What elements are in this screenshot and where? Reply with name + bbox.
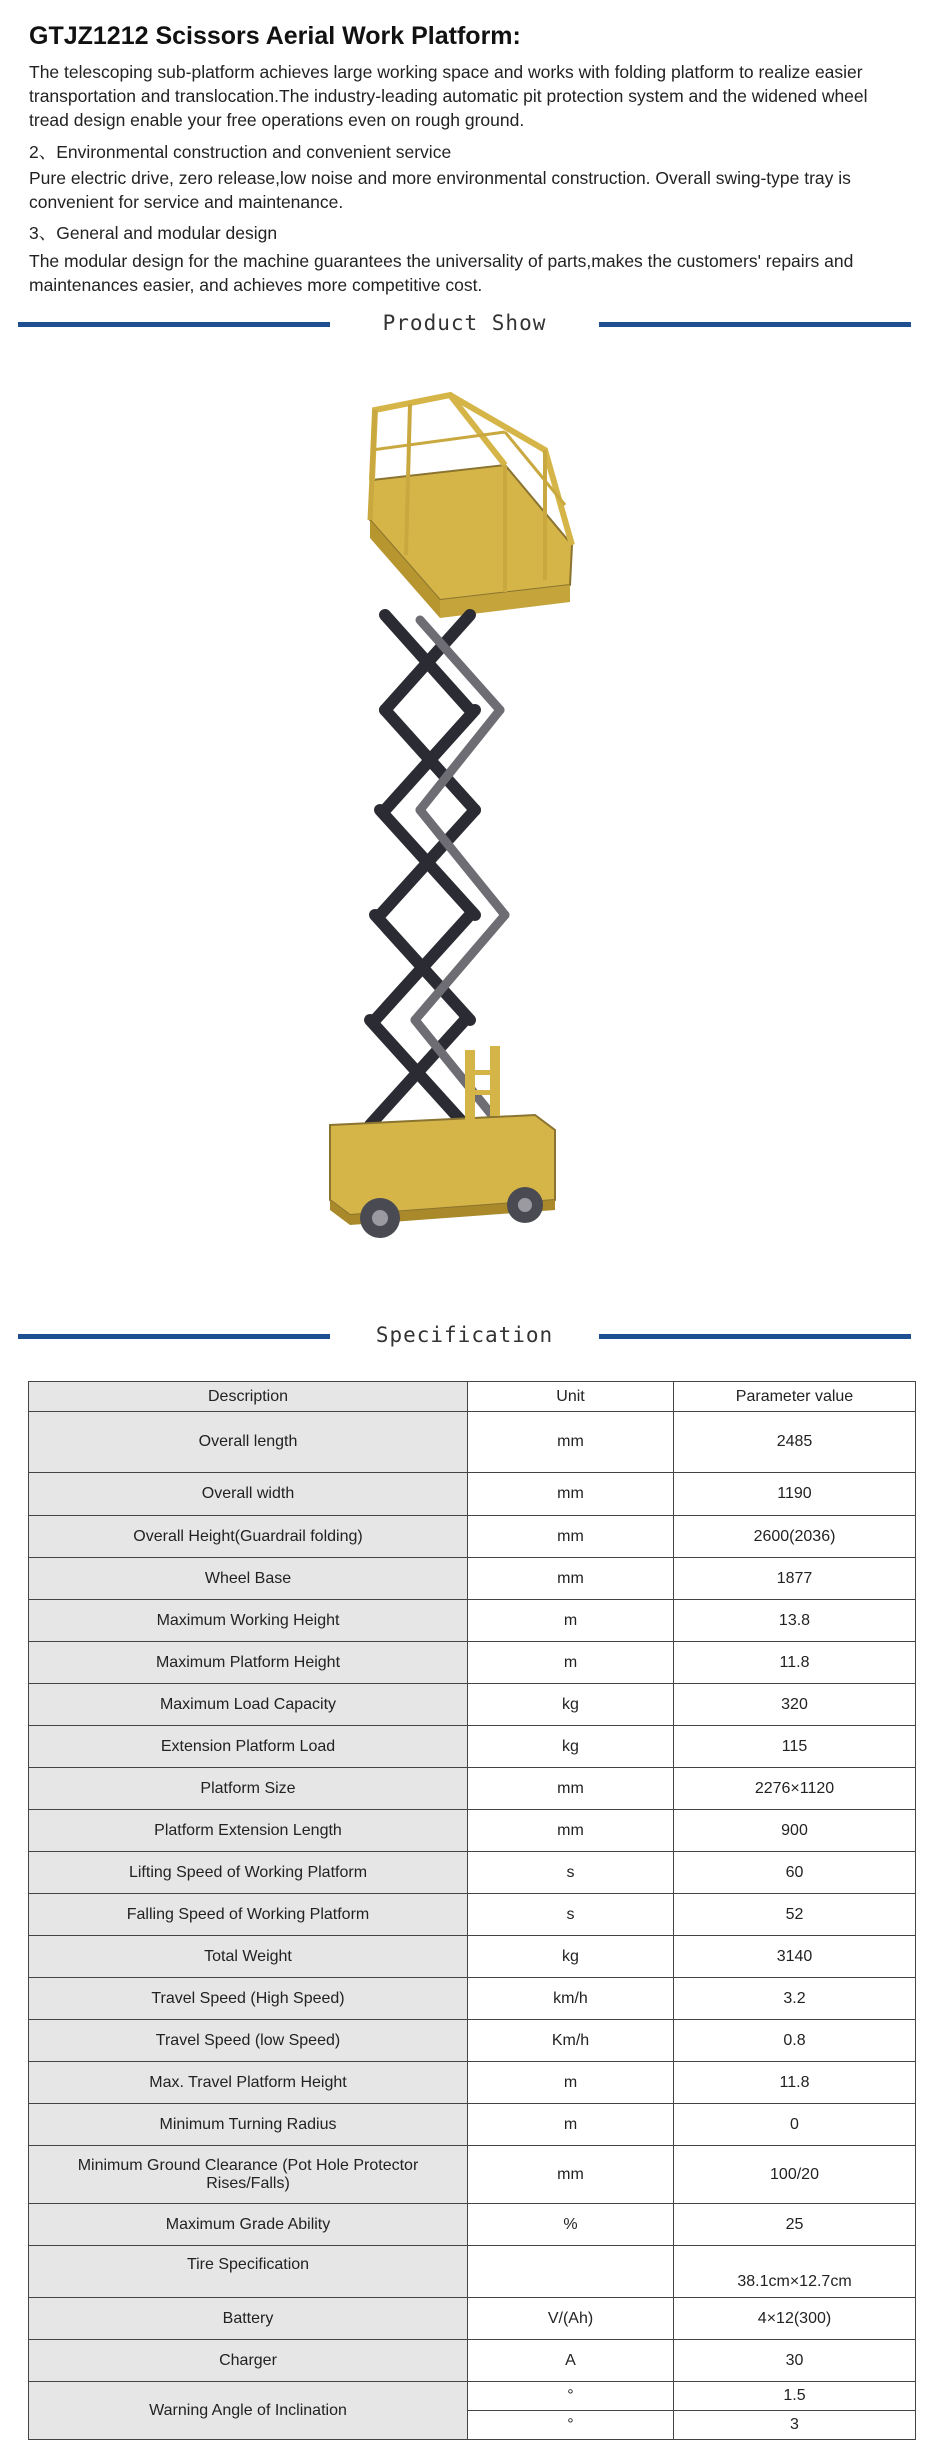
row-unit: kg — [468, 1936, 674, 1978]
divider-bar-right — [599, 1334, 911, 1339]
table-row — [29, 2062, 916, 2104]
row-unit: mm — [468, 1768, 674, 1810]
row-description: Maximum Platform Height — [29, 1642, 468, 1684]
row-unit: m — [468, 1600, 674, 1642]
row-unit: Km/h — [468, 2020, 674, 2062]
row-value: 100/20 — [674, 2146, 916, 2204]
row-description: Falling Speed of Working Platform — [29, 1894, 468, 1936]
row-description: Maximum Grade Ability — [29, 2204, 468, 2246]
row-description: Tire Specification — [29, 2246, 468, 2298]
row-value: 2276×1120 — [674, 1768, 916, 1810]
table-row — [29, 2340, 916, 2382]
intro-paragraph-1: The telescoping sub-platform achieves large working space and works with folding platform to realize easier transportation and translocation.The industry-leading automatic pit protection system and the widened wheel tread design enable your free operations even on rough ground. — [29, 62, 868, 130]
row-value: 4×12(300) — [674, 2298, 916, 2340]
row-unit: ° — [468, 2411, 674, 2440]
row-unit: A — [468, 2340, 674, 2382]
row-value: 25 — [674, 2204, 916, 2246]
row-value: 3 — [674, 2411, 916, 2440]
table-row — [29, 1936, 916, 1978]
row-description: Maximum Working Height — [29, 1600, 468, 1642]
table-row — [29, 1810, 916, 1852]
page-title: GTJZ1212 Scissors Aerial Work Platform: — [29, 22, 521, 50]
product-show-header — [18, 304, 911, 344]
table-row — [29, 2104, 916, 2146]
row-description: Overall width — [29, 1473, 468, 1516]
specification-title: Specification — [375, 1323, 554, 1347]
table-header-row — [29, 1382, 916, 1412]
table-row — [29, 1600, 916, 1642]
row-value: 1190 — [674, 1473, 916, 1516]
table-row — [29, 2298, 916, 2340]
row-description: Overall Height(Guardrail folding) — [29, 1516, 468, 1558]
row-description: Max. Travel Platform Height — [29, 2062, 468, 2104]
row-unit: mm — [468, 1473, 674, 1516]
divider-bar-right — [599, 322, 911, 327]
row-unit: kg — [468, 1726, 674, 1768]
table-row — [29, 1558, 916, 1600]
row-unit: s — [468, 1894, 674, 1936]
table-row — [29, 1412, 916, 1473]
row-description: Travel Speed (low Speed) — [29, 2020, 468, 2062]
row-unit: ° — [468, 2382, 674, 2411]
table-row — [29, 1684, 916, 1726]
table-row — [29, 2246, 916, 2298]
row-unit: V/(Ah) — [468, 2298, 674, 2340]
row-unit: mm — [468, 2146, 674, 2204]
intro-paragraph-2: Pure electric drive, zero release,low noise and more environmental construction. Overall swing-type tray is convenient for service and maintenance. — [29, 168, 851, 212]
row-value: 30 — [674, 2340, 916, 2382]
row-value: 3140 — [674, 1936, 916, 1978]
table-row — [29, 1726, 916, 1768]
table-row — [29, 2382, 916, 2411]
row-unit: m — [468, 2104, 674, 2146]
feature-heading-2: 2、Environmental construction and convenient service — [29, 142, 452, 162]
row-unit: mm — [468, 1558, 674, 1600]
table-row — [29, 1642, 916, 1684]
row-unit: kg — [468, 1684, 674, 1726]
row-unit: mm — [468, 1412, 674, 1473]
row-description: Wheel Base — [29, 1558, 468, 1600]
row-description: Minimum Turning Radius — [29, 2104, 468, 2146]
row-unit: s — [468, 1852, 674, 1894]
row-description: Lifting Speed of Working Platform — [29, 1852, 468, 1894]
row-description: Warning Angle of Inclination — [29, 2382, 468, 2440]
row-value: 2600(2036) — [674, 1516, 916, 1558]
row-value: 1877 — [674, 1558, 916, 1600]
row-value: 13.8 — [674, 1600, 916, 1642]
row-description: Travel Speed (High Speed) — [29, 1978, 468, 2020]
lift-base-icon — [330, 1046, 555, 1238]
table-row — [29, 1894, 916, 1936]
row-value: 900 — [674, 1810, 916, 1852]
scissor-arms-icon — [370, 615, 475, 1125]
table-row — [29, 2020, 916, 2062]
header-description: Description — [29, 1382, 468, 1412]
product-image — [300, 370, 620, 1270]
platform-basket-icon — [370, 395, 572, 618]
row-unit — [468, 2246, 674, 2298]
row-description: Total Weight — [29, 1936, 468, 1978]
row-description: Platform Extension Length — [29, 1810, 468, 1852]
intro-paragraph-3: The modular design for the machine guarantees the universality of parts,makes the customers' repairs and maintenances easier, and achieves more competitive cost. — [29, 251, 854, 295]
row-value: 115 — [674, 1726, 916, 1768]
row-description: Minimum Ground Clearance (Pot Hole Protector Rises/Falls) — [29, 2146, 468, 2204]
row-value: 3.2 — [674, 1978, 916, 2020]
row-value: 60 — [674, 1852, 916, 1894]
row-unit: m — [468, 2062, 674, 2104]
row-value: 2485 — [674, 1412, 916, 1473]
product-show-title: Product Show — [382, 311, 547, 335]
row-value: 11.8 — [674, 1642, 916, 1684]
row-value: 38.1cm×12.7cm — [674, 2246, 916, 2298]
table-row — [29, 1852, 916, 1894]
header-unit: Unit — [468, 1382, 674, 1412]
row-description: Maximum Load Capacity — [29, 1684, 468, 1726]
row-value: 1.5 — [674, 2382, 916, 2411]
row-description: Overall length — [29, 1412, 468, 1473]
table-row — [29, 1978, 916, 2020]
row-description: Battery — [29, 2298, 468, 2340]
header-value: Parameter value — [674, 1382, 916, 1412]
row-description: Charger — [29, 2340, 468, 2382]
row-value: 0 — [674, 2104, 916, 2146]
table-row — [29, 1768, 916, 1810]
table-row — [29, 2146, 916, 2204]
row-value: 11.8 — [674, 2062, 916, 2104]
row-unit: m — [468, 1642, 674, 1684]
row-unit: mm — [468, 1516, 674, 1558]
divider-bar-left — [18, 322, 330, 327]
table-row — [29, 1516, 916, 1558]
specification-table — [28, 1381, 916, 2440]
specification-header — [18, 1316, 911, 1356]
row-value: 320 — [674, 1684, 916, 1726]
row-description: Extension Platform Load — [29, 1726, 468, 1768]
table-row — [29, 1473, 916, 1516]
table-row — [29, 2204, 916, 2246]
row-description: Platform Size — [29, 1768, 468, 1810]
row-value: 52 — [674, 1894, 916, 1936]
row-unit: km/h — [468, 1978, 674, 2020]
divider-bar-left — [18, 1334, 330, 1339]
row-value: 0.8 — [674, 2020, 916, 2062]
feature-heading-3: 3、General and modular design — [29, 223, 278, 243]
row-unit: mm — [468, 1810, 674, 1852]
row-unit: % — [468, 2204, 674, 2246]
